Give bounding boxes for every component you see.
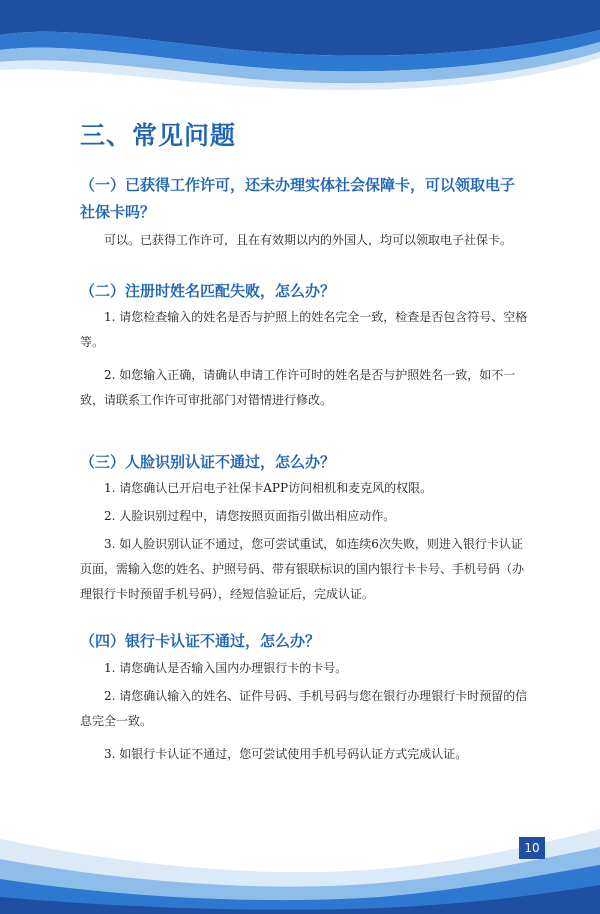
page-number: 10 <box>519 837 545 859</box>
answer-paragraph: 3. 如银行卡认证不通过，您可尝试使用手机号码认证方式完成认证。 <box>104 747 468 761</box>
answer-paragraph: 2. 如您输入正确，请确认申请工作许可时的姓名是否与护照姓名一致，如不一致，请联系工作许可审批部门对错情进行修改。 <box>80 368 516 407</box>
answer-paragraph: 可以。已获得工作许可，且在有效期以内的外国人，均可以领取电子社保卡。 <box>104 233 513 247</box>
question-heading-1: （一）已获得工作许可，还未办理实体社会保障卡，可以领取电子社保卡吗？ <box>80 176 516 221</box>
answer-paragraph: 2. 请您确认输入的姓名、证件号码、手机号码与您在银行办理银行卡时预留的信息完全一致。 <box>80 689 528 728</box>
answer-paragraph: 3. 如人脸识别认证不通过，您可尝试重试，如连续6次失败，则进入银行卡认证页面，需输入您的姓名、护照号码、带有银联标识的国内银行卡卡号、手机号码（办理银行卡时预留手机号码），经短信验证后，完成认证。 <box>80 537 525 601</box>
answer-paragraph: 1. 请您确认已开启电子社保卡APP访问相机和麦克风的权限。 <box>104 481 433 495</box>
top-wave-decoration <box>0 0 600 95</box>
answer-paragraph: 1. 请您检查输入的姓名是否与护照上的姓名完全一致，检查是否包含符号、空格等。 <box>80 310 528 349</box>
bottom-wave-decoration <box>0 809 600 914</box>
page-title: 三、常见问题 <box>80 121 237 150</box>
answer-paragraph: 1. 请您确认是否输入国内办理银行卡的卡号。 <box>104 661 348 675</box>
question-heading-2: （二）注册时姓名匹配失败，怎么办？ <box>80 282 336 300</box>
answer-paragraph: 2. 人脸识别过程中，请您按照页面指引做出相应动作。 <box>104 509 396 523</box>
question-heading-3: （三）人脸识别认证不通过，怎么办？ <box>80 453 336 471</box>
question-heading-4: （四）银行卡认证不通过，怎么办？ <box>80 632 321 650</box>
